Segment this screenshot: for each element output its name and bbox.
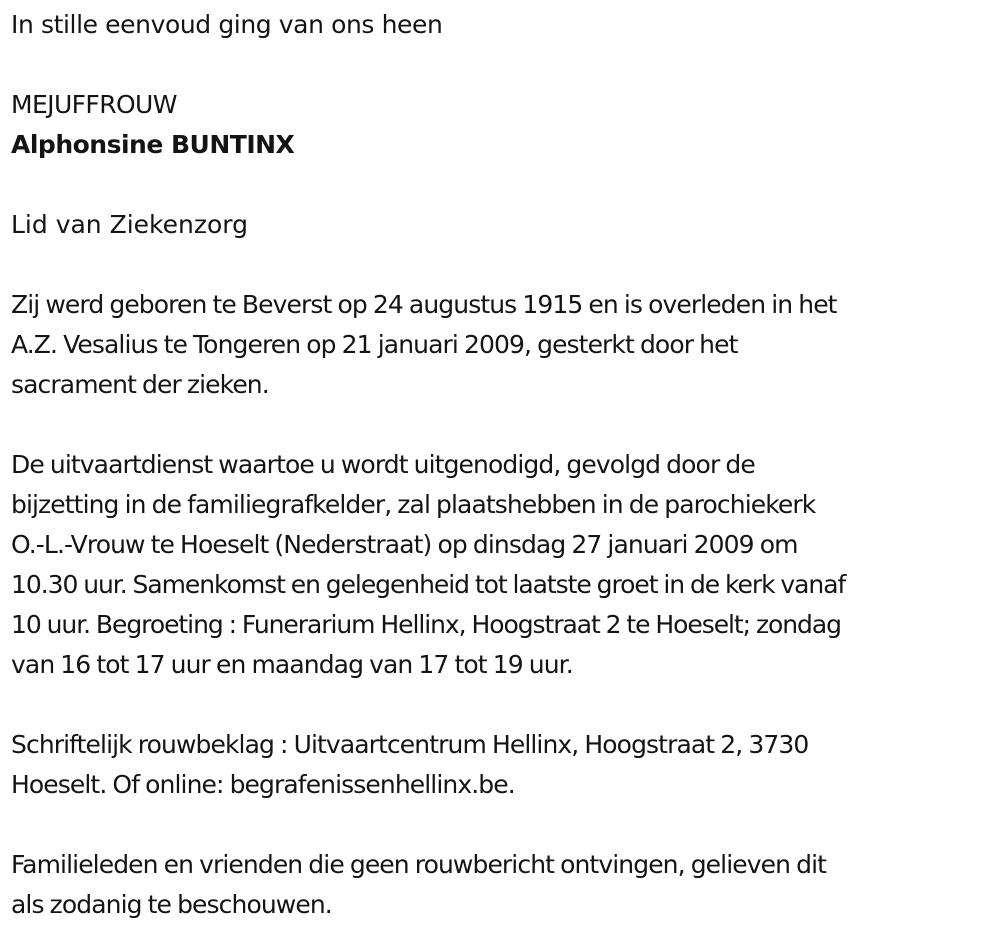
paragraph-line: De uitvaartdienst waartoe u wordt uitgenodigd, gevolgd door de [11, 450, 755, 479]
intro-line: In stille eenvoud ging van ons heen [11, 10, 443, 39]
paragraph-line: A.Z. Vesalius te Tongeren op 21 januari 2009, gesterkt door het [11, 330, 738, 359]
membership-line: Lid van Ziekenzorg [11, 210, 248, 239]
spacer [11, 165, 991, 205]
paragraph-line: Hoeselt. Of online: begrafenissenhellinx.be. [11, 770, 515, 799]
paragraph-line: O.-L.-Vrouw te Hoeselt (Nederstraat) op dinsdag 27 januari 2009 om [11, 530, 798, 559]
birth-paragraph [11, 285, 991, 405]
paragraph-line: Familieleden en vrienden die geen rouwbericht ontvingen, gelieven dit [11, 850, 827, 879]
condolence-paragraph [11, 725, 991, 805]
paragraph-line: Zij werd geboren te Beverst op 24 augustus 1915 en is overleden in het [11, 290, 837, 319]
honorific-title: MEJUFFROUW [11, 90, 177, 119]
paragraph-line: als zodanig te beschouwen. [11, 890, 332, 919]
paragraph-line: van 16 tot 17 uur en maandag van 17 tot 19 uur. [11, 650, 573, 679]
funeral-paragraph [11, 445, 991, 685]
spacer [11, 405, 991, 445]
paragraph-line: bijzetting in de familiegrafkelder, zal plaatshebben in de parochiekerk [11, 490, 816, 519]
spacer [11, 245, 991, 285]
spacer [11, 805, 991, 845]
paragraph-line: Schriftelijk rouwbeklag : Uitvaartcentrum Hellinx, Hoogstraat 2, 3730 [11, 730, 809, 759]
closing-paragraph [11, 845, 991, 925]
deceased-name: Alphonsine BUNTINX [11, 130, 295, 159]
paragraph-line: 10.30 uur. Samenkomst en gelegenheid tot laatste groet in de kerk vanaf [11, 570, 846, 599]
spacer [11, 685, 991, 725]
death-notice [11, 5, 991, 925]
paragraph-line: sacrament der zieken. [11, 370, 269, 399]
spacer [11, 45, 991, 85]
paragraph-line: 10 uur. Begroeting : Funerarium Hellinx, Hoogstraat 2 te Hoeselt; zondag [11, 610, 841, 639]
